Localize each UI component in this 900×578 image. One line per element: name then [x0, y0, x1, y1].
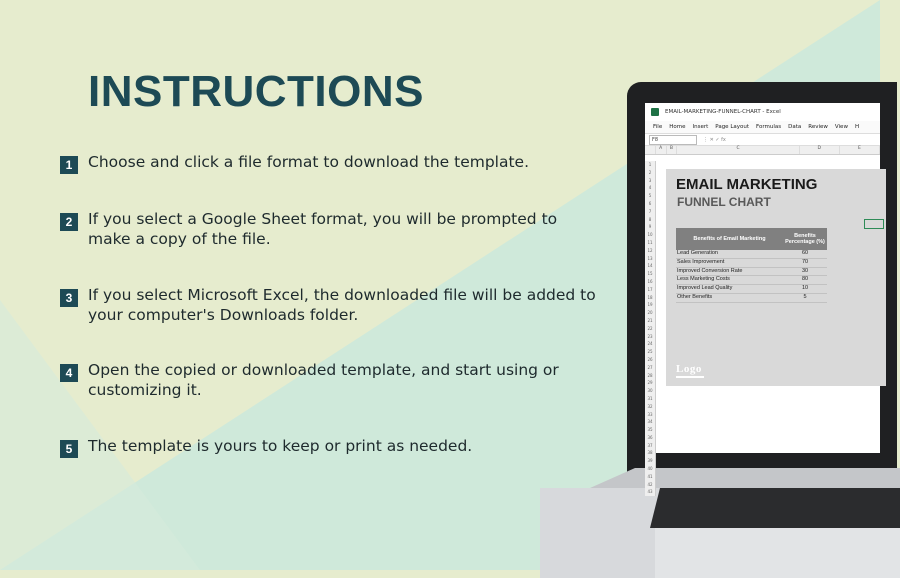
step-text: Open the copied or downloaded template, and start using or customizing it.: [88, 361, 559, 399]
step-number-badge: 1: [60, 156, 78, 174]
step-text: If you select a Google Sheet format, you will be prompted to make a copy of the file.: [88, 210, 558, 248]
row-header[interactable]: 29: [647, 380, 653, 386]
table-cell[interactable]: Sales Improvement: [676, 258, 783, 267]
step-number-badge: 5: [60, 440, 78, 458]
row-header[interactable]: 24: [647, 341, 653, 347]
benefits-table: [676, 228, 827, 303]
page-title: INSTRUCTIONS: [88, 67, 424, 116]
template-sheet: [666, 169, 886, 386]
logo-underline: [676, 376, 704, 378]
row-header[interactable]: 14: [647, 263, 653, 269]
tab-review[interactable]: Review: [808, 124, 828, 130]
formula-bar: [645, 134, 880, 146]
tab-view[interactable]: View: [834, 124, 848, 130]
row-header[interactable]: 26: [647, 356, 653, 362]
tab-data[interactable]: Data: [788, 124, 802, 130]
row-header[interactable]: 8: [648, 216, 652, 222]
column-header[interactable]: E: [840, 146, 880, 154]
row-header[interactable]: 33: [647, 411, 653, 417]
window-title: EMAIL-MARKETING-FUNNEL-CHART - Excel: [665, 109, 781, 115]
instruction-step-1: [60, 153, 600, 174]
table-row: [676, 250, 827, 258]
row-header[interactable]: 21: [647, 317, 653, 323]
column-header[interactable]: D: [800, 146, 840, 154]
step-text: If you select Microsoft Excel, the downloaded file will be added to your computer's Downloads folder.: [88, 286, 596, 324]
row-header[interactable]: 35: [647, 427, 653, 433]
table-row: [676, 276, 827, 285]
tab-h[interactable]: H: [854, 124, 860, 130]
row-header[interactable]: 13: [647, 255, 653, 261]
instruction-step-4: [60, 361, 600, 400]
row-header[interactable]: 38: [647, 450, 653, 456]
row-header[interactable]: 34: [647, 419, 653, 425]
row-header[interactable]: 30: [647, 388, 653, 394]
row-header[interactable]: 31: [647, 395, 653, 401]
table-row: [676, 267, 827, 276]
tab-home[interactable]: Home: [669, 124, 686, 130]
column-header[interactable]: B: [667, 146, 678, 154]
row-header[interactable]: 32: [647, 403, 653, 409]
table-cell[interactable]: Improved Lead Quality: [676, 285, 783, 294]
row-header[interactable]: 36: [647, 434, 653, 440]
row-header[interactable]: 41: [647, 473, 653, 479]
selected-cell[interactable]: [864, 219, 884, 229]
excel-titlebar: [645, 103, 880, 121]
row-header[interactable]: 3: [648, 177, 652, 183]
instruction-step-3: [60, 286, 600, 325]
table-row: [676, 285, 827, 294]
row-header[interactable]: 16: [647, 278, 653, 284]
column-headers: [645, 146, 880, 155]
table-cell[interactable]: 70: [783, 258, 827, 267]
row-headers: [645, 161, 656, 496]
instruction-step-5: [60, 437, 600, 458]
row-header[interactable]: 1: [648, 162, 652, 167]
instruction-step-2: [60, 210, 600, 249]
sheet-title: EMAIL MARKETING: [676, 176, 818, 193]
table-cell[interactable]: 5: [783, 293, 827, 302]
row-header[interactable]: 19: [647, 302, 653, 308]
row-header[interactable]: 12: [647, 247, 653, 253]
name-box[interactable]: F8: [649, 135, 697, 145]
table-cell[interactable]: Improved Conversion Rate: [676, 267, 783, 276]
table-cell[interactable]: 10: [783, 285, 827, 294]
table-header[interactable]: Benefits of Email Marketing: [676, 228, 783, 250]
row-header[interactable]: 11: [647, 239, 653, 245]
row-header[interactable]: 40: [647, 466, 653, 472]
row-header[interactable]: 4: [648, 185, 652, 191]
formula-icons: ⋮ ✕ ✓ fx: [703, 136, 726, 143]
table-cell[interactable]: 60: [783, 250, 827, 258]
ribbon-tabs: [645, 121, 880, 134]
step-text: Choose and click a file format to download the template.: [88, 153, 530, 171]
tab-file[interactable]: File: [653, 124, 663, 130]
table-cell[interactable]: Other Benefits: [676, 293, 783, 302]
tab-page-layout[interactable]: Page Layout: [715, 124, 750, 130]
logo: Logo: [676, 363, 702, 375]
tab-formulas[interactable]: Formulas: [756, 124, 782, 130]
column-header[interactable]: C: [677, 146, 799, 154]
step-number-badge: 3: [60, 289, 78, 307]
row-header[interactable]: 25: [647, 349, 653, 355]
table-header[interactable]: Benefits Percentage (%): [783, 228, 827, 250]
step-number-badge: 2: [60, 213, 78, 231]
row-header[interactable]: 17: [647, 286, 653, 292]
row-header[interactable]: 7: [648, 208, 652, 214]
row-header[interactable]: 43: [647, 489, 653, 495]
row-header[interactable]: 37: [647, 442, 653, 448]
table-cell[interactable]: Lead Generation: [676, 250, 783, 258]
row-header[interactable]: 9: [648, 224, 652, 230]
row-header[interactable]: 6: [648, 200, 652, 206]
row-header[interactable]: 18: [647, 294, 653, 300]
table-row: [676, 258, 827, 267]
table-cell[interactable]: 80: [783, 276, 827, 285]
row-header[interactable]: 39: [647, 458, 653, 464]
row-header[interactable]: 22: [647, 325, 653, 331]
row-header[interactable]: 42: [647, 481, 653, 487]
row-header[interactable]: 2: [648, 169, 652, 175]
step-number-badge: 4: [60, 364, 78, 382]
column-header[interactable]: A: [656, 146, 667, 154]
table-row: [676, 293, 827, 302]
row-header[interactable]: 5: [648, 193, 652, 199]
sheet-subtitle: FUNNEL CHART: [677, 195, 771, 209]
laptop-base: [540, 468, 900, 578]
table-cell[interactable]: Less Marketing Costs: [676, 276, 783, 285]
row-header[interactable]: 15: [647, 271, 653, 277]
table-cell[interactable]: 30: [783, 267, 827, 276]
row-header[interactable]: 10: [647, 232, 653, 238]
excel-logo-icon: [651, 108, 659, 116]
row-header[interactable]: 28: [647, 372, 653, 378]
step-text: The template is yours to keep or print as needed.: [88, 437, 473, 455]
excel-window: [645, 103, 880, 495]
tab-insert[interactable]: Insert: [692, 124, 709, 130]
row-header[interactable]: 27: [647, 364, 653, 370]
row-header[interactable]: 20: [647, 310, 653, 316]
row-header[interactable]: 23: [647, 333, 653, 339]
